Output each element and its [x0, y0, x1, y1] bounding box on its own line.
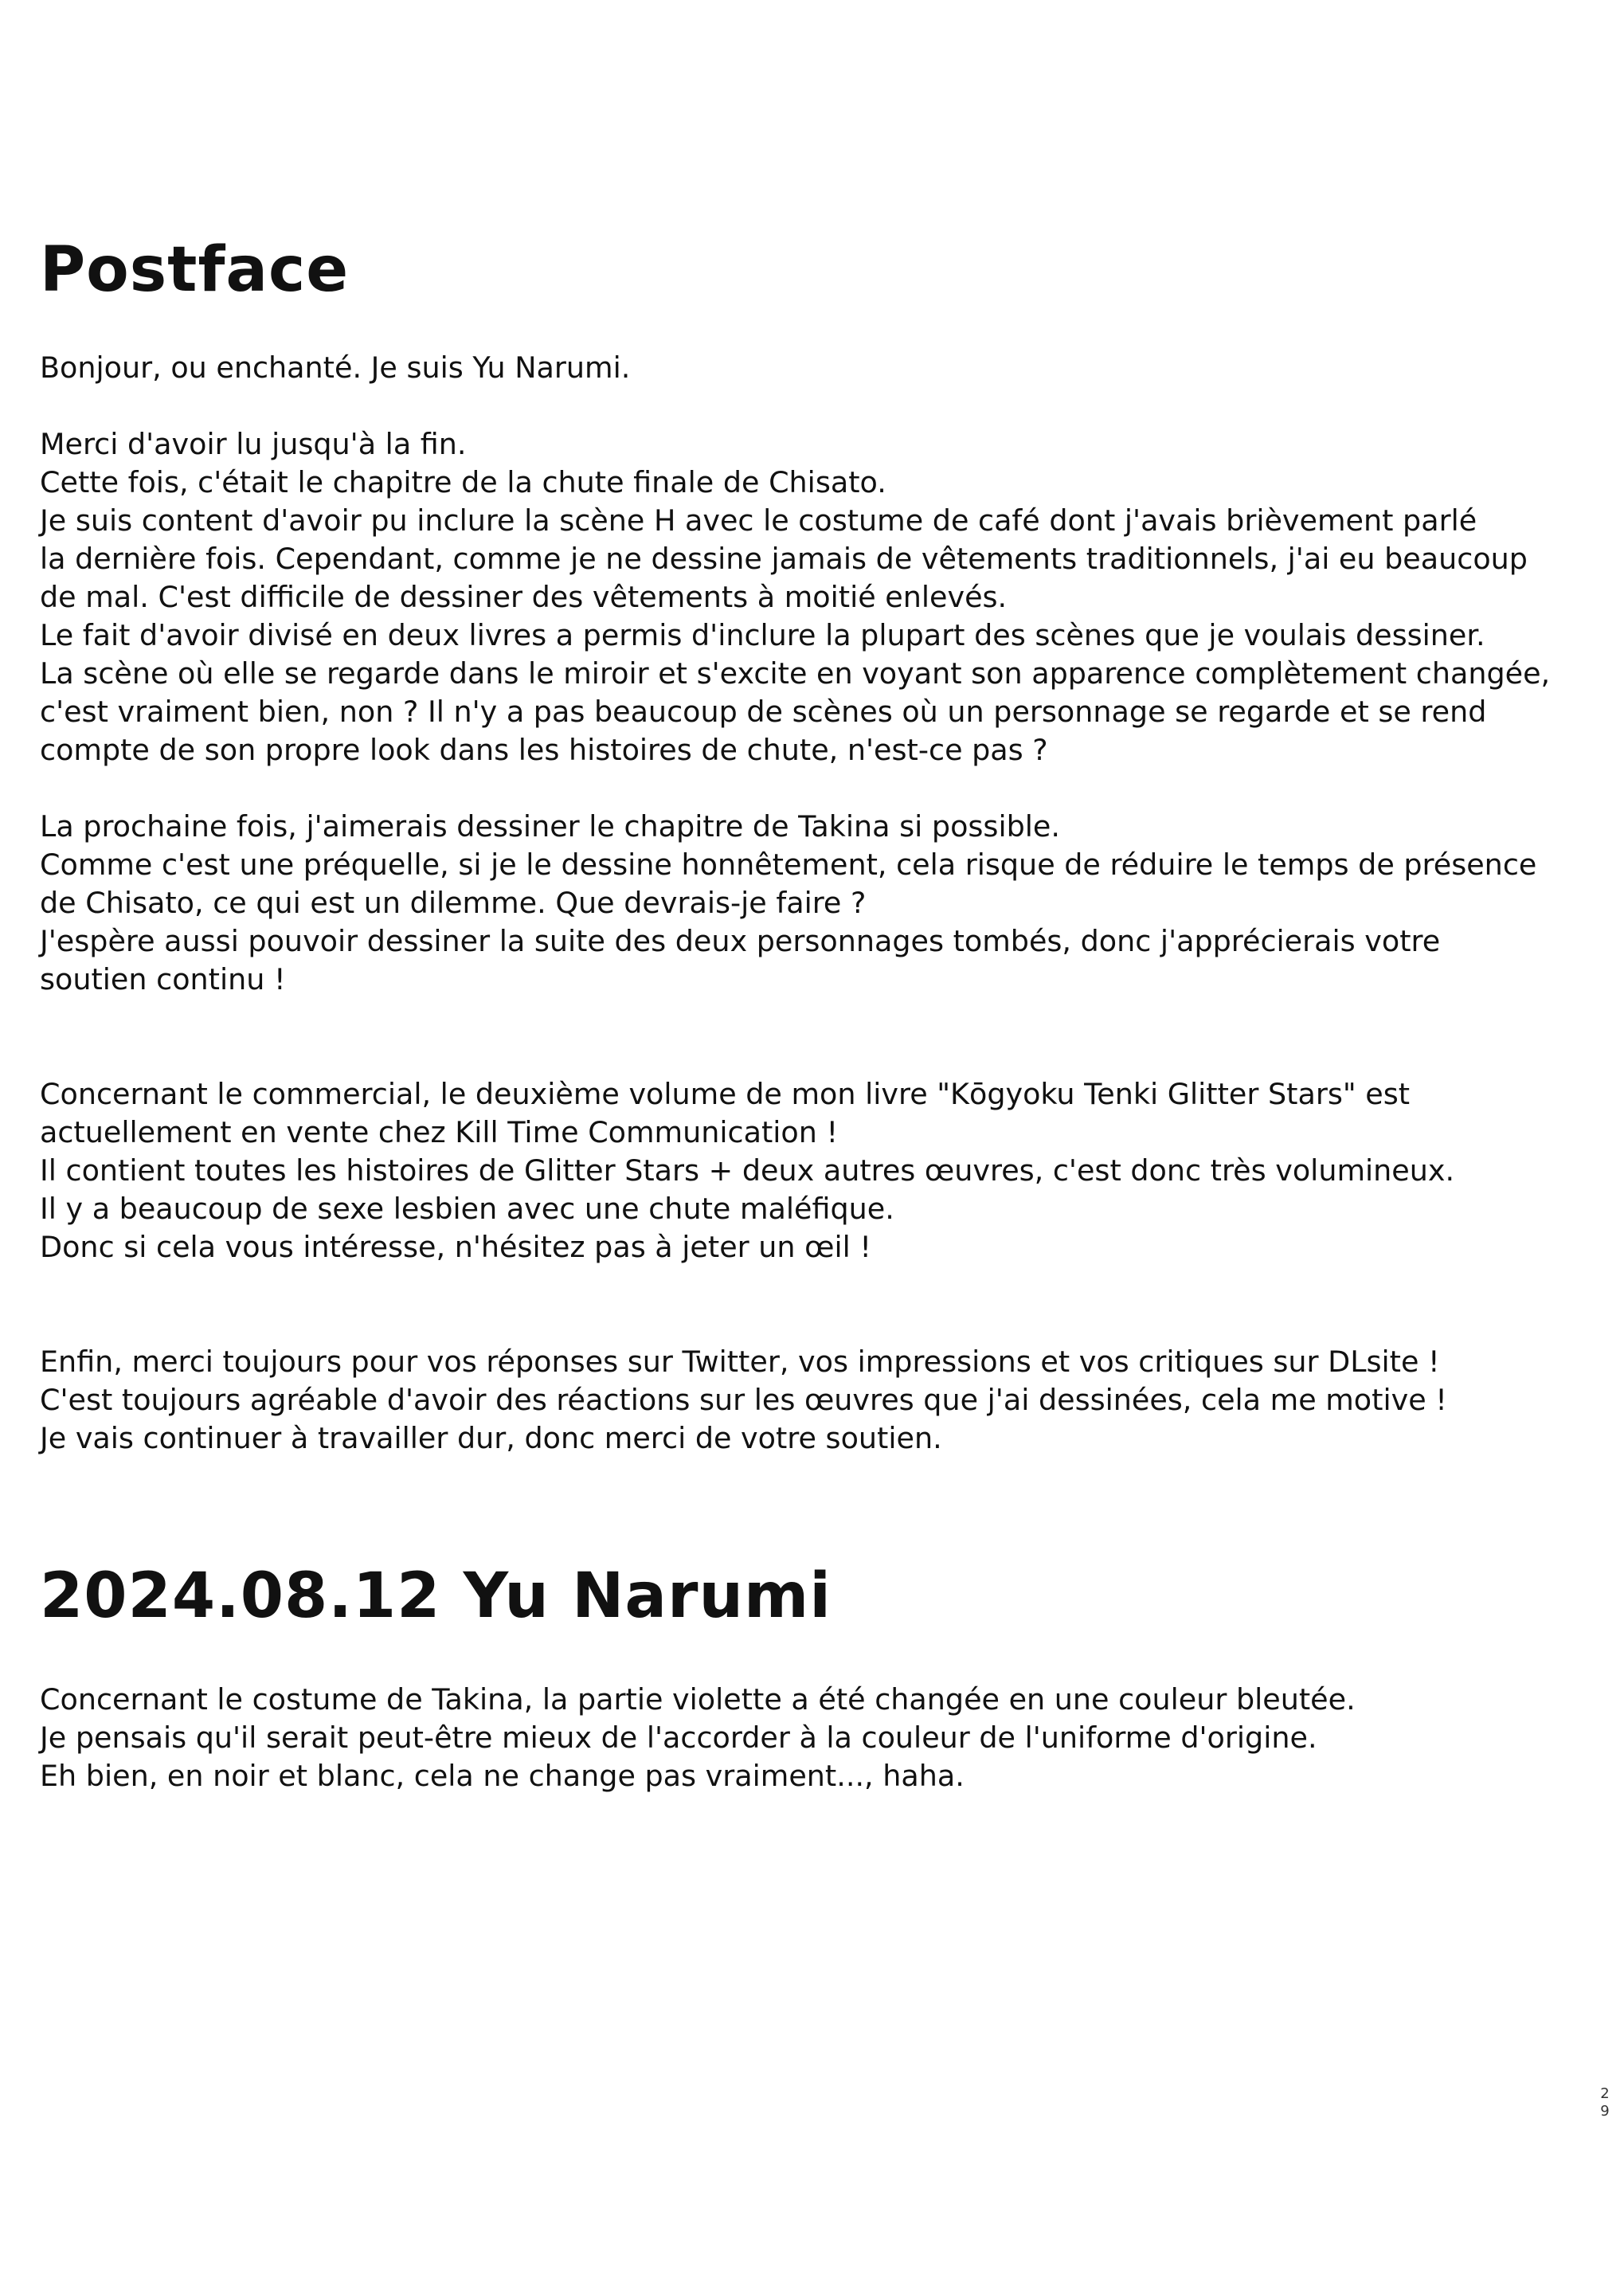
page-number-digit: 2 — [1600, 2085, 1610, 2102]
text-line: La prochaine fois, j'aimerais dessiner le chapitre de Takina si possible. — [40, 809, 1060, 844]
paragraph-closing — [40, 1343, 1585, 1458]
text-line: Je pensais qu'il serait peut-être mieux de l'accorder à la couleur de l'uniforme d'origine. — [40, 1720, 1317, 1755]
signature-date-author: 2024.08.12 Yu Narumi — [40, 1560, 832, 1632]
text-line: Comme c'est une préquelle, si je le dessine honnêtement, cela risque de réduire le temps de présence — [40, 848, 1537, 882]
text-line: actuellement en vente chez Kill Time Communication ! — [40, 1115, 839, 1149]
text-line: Concernant le commercial, le deuxième volume de mon livre "Kōgyoku Tenki Glitter Stars" est — [40, 1077, 1411, 1111]
page-number — [1597, 2085, 1613, 2120]
text-line: C'est toujours agréable d'avoir des réactions sur les œuvres que j'ai dessinées, cela me motive ! — [40, 1383, 1447, 1417]
signature-note — [40, 1681, 1585, 1795]
text-line: la dernière fois. Cependant, comme je ne dessine jamais de vêtements traditionnels, j'ai eu beaucoup — [40, 542, 1528, 576]
text-line: Je suis content d'avoir pu inclure la scène H avec le costume de café dont j'avais brièvement parlé — [40, 503, 1477, 538]
text-line: Il contient toutes les histoires de Glitter Stars + deux autres œuvres, c'est donc très volumineux. — [40, 1153, 1455, 1188]
text-line: Le fait d'avoir divisé en deux livres a permis d'inclure la plupart des scènes que je voulais dessiner. — [40, 618, 1485, 652]
text-line: J'espère aussi pouvoir dessiner la suite des deux personnages tombés, donc j'apprécierais votre — [40, 924, 1441, 958]
text-line: Eh bien, en noir et blanc, cela ne change pas vraiment..., haha. — [40, 1759, 965, 1793]
text-line: de Chisato, ce qui est un dilemme. Que devrais-je faire ? — [40, 886, 867, 920]
greeting-text — [40, 349, 1585, 387]
page-title: Postface — [40, 234, 350, 306]
paragraph-next-time — [40, 808, 1585, 999]
text-line: Bonjour, ou enchanté. Je suis Yu Narumi. — [40, 350, 631, 385]
text-line: soutien continu ! — [40, 962, 286, 996]
text-line: Cette fois, c'était le chapitre de la chute finale de Chisato. — [40, 465, 886, 499]
text-line: Je vais continuer à travailler dur, donc merci de votre soutien. — [40, 1421, 942, 1455]
paragraph-thanks — [40, 425, 1585, 769]
text-line: La scène où elle se regarde dans le miroir et s'excite en voyant son apparence complètement changée, — [40, 656, 1551, 691]
text-line: compte de son propre look dans les histoires de chute, n'est-ce pas ? — [40, 733, 1048, 767]
page-number-digit: 9 — [1600, 2103, 1610, 2120]
text-line: Concernant le costume de Takina, la partie violette a été changée en une couleur bleutée. — [40, 1682, 1356, 1717]
text-line: Merci d'avoir lu jusqu'à la fin. — [40, 427, 467, 461]
text-line: Donc si cela vous intéresse, n'hésitez pas à jeter un œil ! — [40, 1230, 871, 1264]
paragraph-commercial — [40, 1075, 1585, 1266]
text-line: de mal. C'est difficile de dessiner des vêtements à moitié enlevés. — [40, 580, 1008, 614]
text-line: c'est vraiment bien, non ? Il n'y a pas beaucoup de scènes où un personnage se regarde et se rend — [40, 695, 1487, 729]
text-line: Il y a beaucoup de sexe lesbien avec une chute maléfique. — [40, 1192, 894, 1226]
text-line: Enfin, merci toujours pour vos réponses sur Twitter, vos impressions et vos critiques sur DLsite ! — [40, 1345, 1440, 1379]
